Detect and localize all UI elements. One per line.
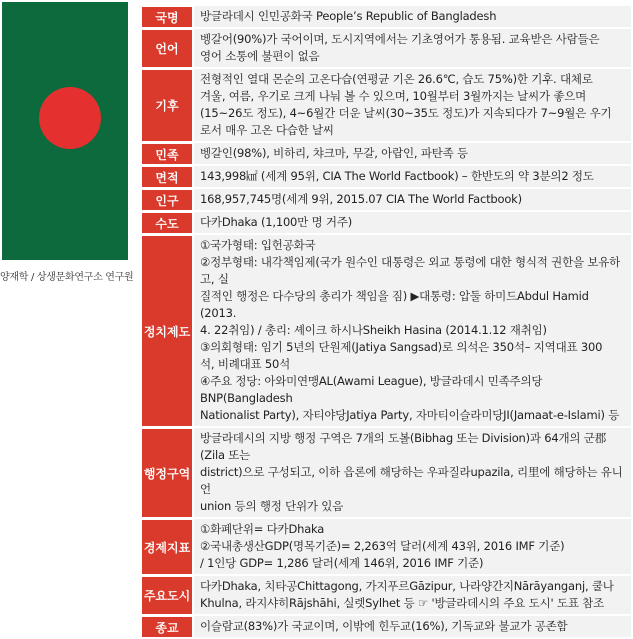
value-line: 로서 매우 고온 다습한 날씨 <box>200 123 334 137</box>
row-label: 언어 <box>142 29 192 67</box>
row-value <box>192 616 631 637</box>
value-line: 방글라데시 인민공화국 People’s Republic of Bangladesh <box>200 9 497 23</box>
info-row <box>142 6 631 27</box>
row-label: 면적 <box>142 166 192 187</box>
info-row <box>142 29 631 67</box>
value-line: 벵갈인(98%), 비하리, 챠크마, 무갈, 아랍인, 파탄족 등 <box>200 146 468 160</box>
row-value <box>192 235 631 426</box>
row-value <box>192 6 631 27</box>
value-line: ②정부형태: 내각책임제(국가 원수인 대통령은 외교 통령에 대한 형식적 권한을 보유하고, 실 <box>200 255 621 286</box>
value-line: ①국가형태: 입헌공화국 <box>200 238 316 252</box>
info-row <box>142 189 631 210</box>
value-line: 방글라데시의 지방 행정 구역은 7개의 도볼(Bibhag 또는 Division)과 64개의 군郡(Zila 또는 <box>200 431 607 462</box>
row-value <box>192 29 631 67</box>
row-label: 경제지표 <box>142 519 192 574</box>
bangladesh-flag <box>2 2 128 260</box>
row-label: 인구 <box>142 189 192 210</box>
value-line: 영어 소통에 불편이 없음 <box>200 49 320 63</box>
row-value <box>192 166 631 187</box>
value-line: 4. 22취임) / 총리: 셰이크 하시나Sheikh Hasina (2014.1.12 재취임) <box>200 323 547 337</box>
value-line: 143,998㎢ (세계 95위, CIA The World Factbook) – 한반도의 약 3분의2 정도 <box>200 169 594 183</box>
value-line: ②국내총생산GDP(명목기준)= 2,263억 달러(세계 43위, 2016 IMF 기준) <box>200 539 565 553</box>
row-value <box>192 428 631 517</box>
value-line: 다카Dhaka, 치타공Chittagong, 가지푸르Gāzipur, 나라양간지Nārāyanganj, 쿨나 <box>200 579 614 593</box>
row-value <box>192 69 631 141</box>
info-row <box>142 428 631 517</box>
value-line: Nationalist Party), 자티야당Jatiya Party, 자마티이슬라미당JI(Jamaat-e-Islami) 등 <box>200 408 620 422</box>
row-label: 민족 <box>142 143 192 164</box>
value-line: Khulna, 라지샤히Rājshāhi, 실렛Sylhet 등 ☞ '방글라데시의 주요 도시' 도표 참조 <box>200 596 604 610</box>
row-value <box>192 143 631 164</box>
value-line: ①화폐단위= 다카Dhaka <box>200 522 325 536</box>
country-info-table <box>142 4 631 639</box>
value-line: ③의회형태: 임기 5년의 단원제(Jatiya Sangsad)로 의석은 350석– 지역대표 300 <box>200 340 603 354</box>
value-line: 겨울, 여름, 우기로 크게 나눠 볼 수 있으며, 10월부터 3월까지는 날씨가 좋으며 <box>200 89 587 103</box>
row-value <box>192 212 631 233</box>
value-line: / 1인당 GDP= 1,286 달러(세계 146위, 2016 IMF 기준) <box>200 556 484 570</box>
info-row <box>142 69 631 141</box>
row-value <box>192 189 631 210</box>
info-row <box>142 616 631 637</box>
value-line: 이슬람교(83%)가 국교이며, 이밖에 힌두교(16%), 기독교와 불교가 공존함 <box>200 619 568 633</box>
row-label: 종교 <box>142 616 192 637</box>
row-value <box>192 576 631 614</box>
info-row <box>142 212 631 233</box>
info-row <box>142 143 631 164</box>
row-label: 주요도시 <box>142 576 192 614</box>
row-label: 국명 <box>142 6 192 27</box>
info-row <box>142 166 631 187</box>
value-line: 질적인 행정은 다수당의 총리가 책임을 짐) ▶대통령: 압둘 하미드Abdul Hamid (2013. <box>200 289 589 320</box>
info-row <box>142 519 631 574</box>
value-line: 벵갈어(90%)가 국어이며, 도시지역에서는 기초영어가 통용됨. 교육받은 사람들은 <box>200 32 600 46</box>
value-line: 다카Dhaka (1,100만 명 거주) <box>200 215 353 229</box>
value-line: union 등의 행정 단위가 있음 <box>200 499 344 513</box>
row-label: 기후 <box>142 69 192 141</box>
author-caption: 양재학 / 상생문화연구소 연구원 <box>0 272 134 283</box>
value-line: 전형적인 열대 몬순의 고온다습(연평균 기온 26.6℃, 습도 75%)한 기후. 대체로 <box>200 72 593 86</box>
value-line: 168,957,745명(세계 9위, 2015.07 CIA The World Factbook) <box>200 192 522 206</box>
value-line: district)으로 구성되고, 이하 읍론에 해당하는 우파질라upazila, 리里에 해당하는 유니언 <box>200 465 623 496</box>
flag-red-disc <box>39 87 101 149</box>
value-line: (15~26도 정도), 4~6월간 더운 날씨(30~35도 정도)가 지속되다가 7~9월은 우기 <box>200 106 612 120</box>
row-value <box>192 519 631 574</box>
row-label: 수도 <box>142 212 192 233</box>
value-line: 석, 비례대표 50석 <box>200 357 291 371</box>
row-label: 정치제도 <box>142 235 192 426</box>
value-line: ④주요 정당: 아와미연맹AL(Awami League), 방글라데시 민족주의당BNP(Bangladesh <box>200 374 543 405</box>
info-row <box>142 235 631 426</box>
info-row <box>142 576 631 614</box>
row-label: 행정구역 <box>142 428 192 517</box>
